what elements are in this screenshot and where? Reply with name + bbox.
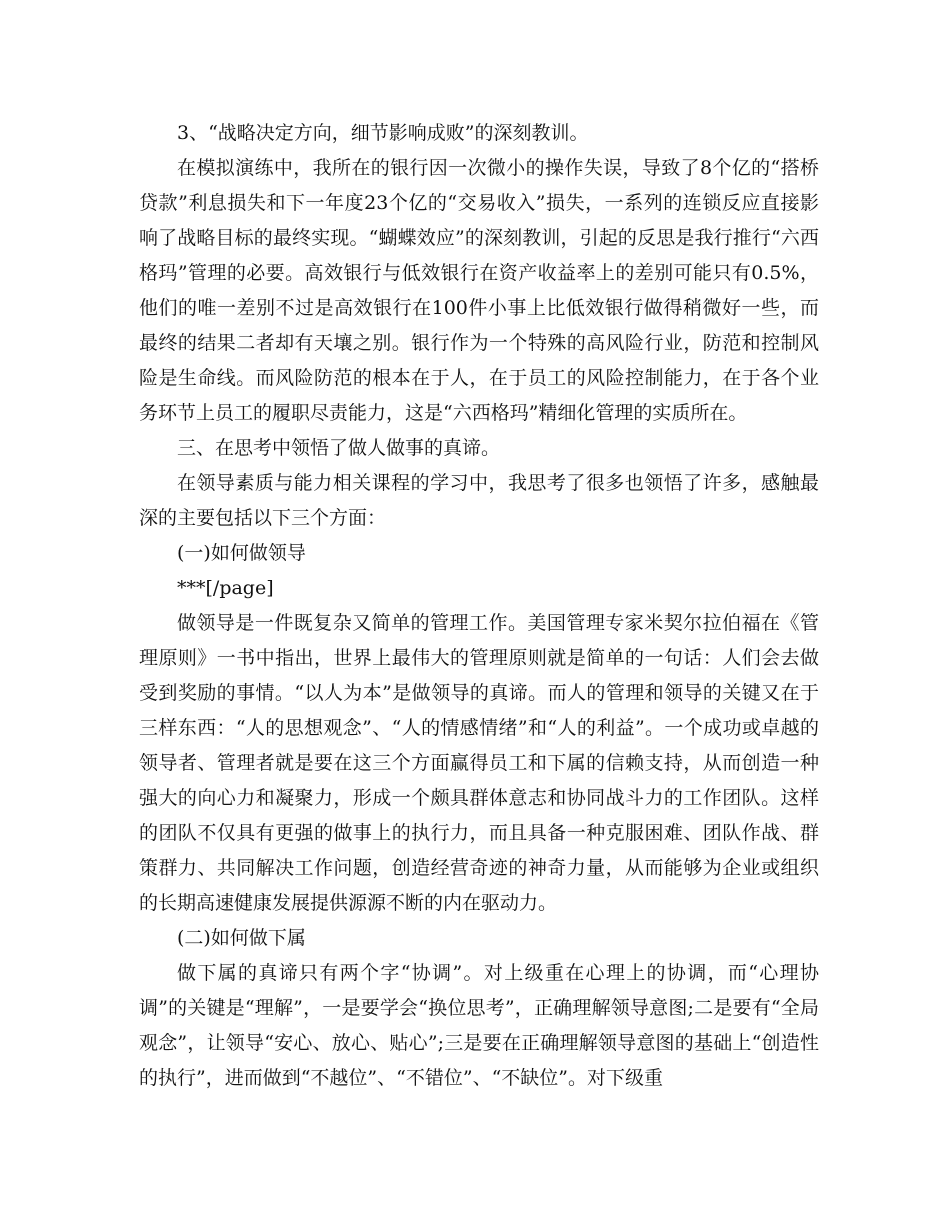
paragraph-subordinate: 做下属的真谛只有两个字“协调”。对上级重在心理上的协调，而“心理协调”的关键是“理解”，一是要学会“换位思考”，正确理解领导意图;二是要有“全局观念”，让领导“安心、放心、贴心”;三是要在正确理解领导意图的基础上“创造性的执行”，进而做到“不越位”、“不错位”、“不缺位”。对下级重 [139,962,819,1089]
paragraph-intro: 在领导素质与能力相关课程的学习中，我思考了很多也领悟了许多，感触最深的主要包括以下三个方面： [139,472,819,529]
subheading-subordinate: (二)如何做下属 [177,927,306,949]
section-heading-3: 3、“战略决定方向，细节影响成败”的深刻教训。 [177,122,589,144]
section-heading-three: 三、在思考中领悟了做人做事的真谛。 [177,437,501,459]
page-marker: ***[/page] [177,577,274,599]
subheading-leader: (一)如何做领导 [177,542,306,564]
paragraph-leadership: 做领导是一件既复杂又简单的管理工作。美国管理专家米契尔拉伯福在《管理原则》一书中指出，世界上最伟大的管理原则就是简单的一句话：人们会去做受到奖励的事情。“以人为本”是做领导的真谛。而人的管理和领导的关键又在于三样东西：“人的思想观念”、“人的情感情绪”和“人的利益”。一个成功或卓越的领导者、管理者就是要在这三个方面赢得员工和下属的信赖支持，从而创造一种强大的向心力和凝聚力，形成一个颇具群体意志和协同战斗力的工作团队。这样的团队不仅具有更强的做事上的执行力，而且具备一种克服困难、团队作战、群策群力、共同解决工作问题，创造经营奇迹的神奇力量，从而能够为企业或组织的长期高速健康发展提供源源不断的内在驱动力。 [139,612,819,914]
paragraph-butterfly-effect: 在模拟演练中，我所在的银行因一次微小的操作失误，导致了8个亿的“搭桥贷款”利息损失和下一年度23个亿的“交易收入”损失，一系列的连锁反应直接影响了战略目标的最终实现。“蝴蝶效应”的深刻教训，引起的反思是我行推行“六西格玛”管理的必要。高效银行与低效银行在资产收益率上的差别可能只有0.5%，他们的唯一差别不过是高效银行在100件小事上比低效银行做得稍微好一些，而最终的结果二者却有天壤之别。银行作为一个特殊的高风险行业，防范和控制风险是生命线。而风险防范的根本在于人，在于员工的风险控制能力，在于各个业务环节上员工的履职尽责能力，这是“六西格玛”精细化管理的实质所在。 [139,157,819,424]
document-body [139,116,819,1096]
